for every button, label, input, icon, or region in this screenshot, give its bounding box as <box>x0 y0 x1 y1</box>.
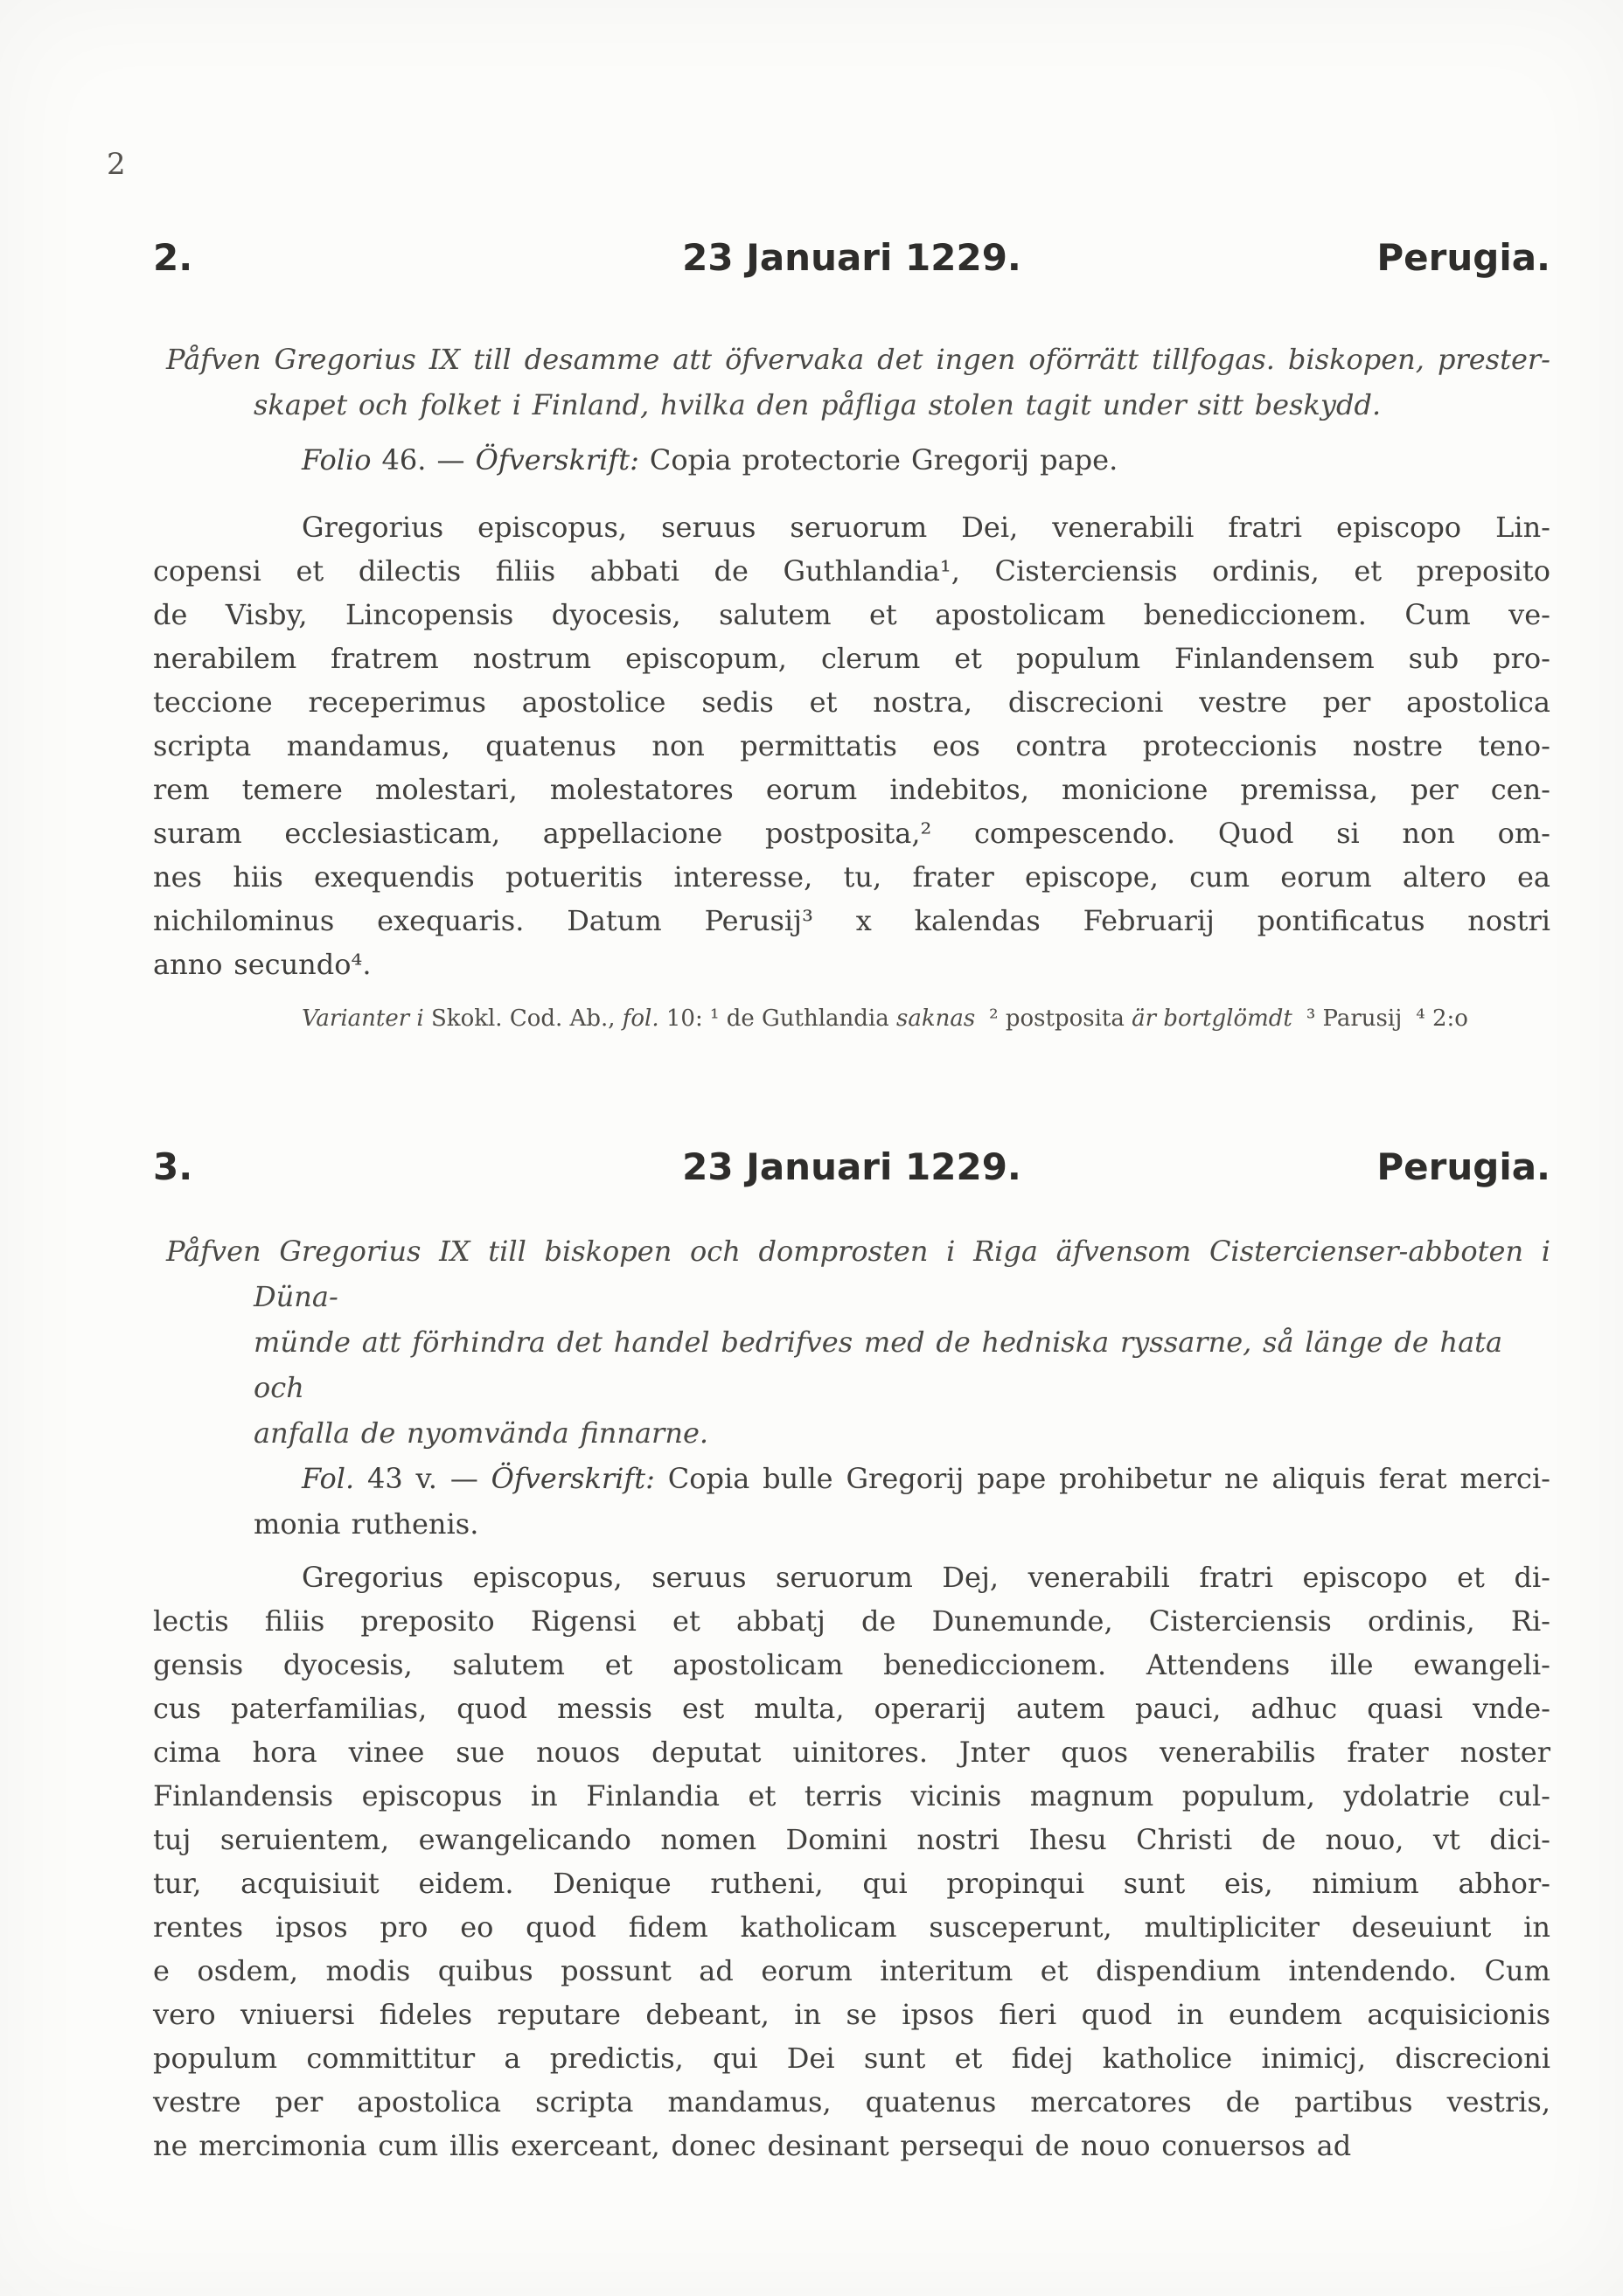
text-line: populum committitur a predictis, qui Dei sunt et fidej katholice inimicj, discrecioni <box>153 2042 1550 2075</box>
text-line: rentes ipsos pro eo quod fidem katholicam susceperunt, multipliciter deseuiunt in <box>153 1910 1550 1944</box>
folio-heading: Öfverskrift: <box>491 1462 655 1495</box>
footnote-lead: Varianter i <box>302 1005 424 1032</box>
text-line: vero vniuersi fideles reputare debeant, in se ipsos fieri quod in eundem acquisicionis <box>153 1998 1550 2031</box>
folio-reference <box>254 1456 1550 1547</box>
text-line: scripta mandamus, quatenus non permittatis eos contra proteccionis nostre teno- <box>153 729 1550 762</box>
text-line: nerabilem fratrem nostrum episcopum, clerum et populum Finlandensem sub pro- <box>153 642 1550 675</box>
entry-number: 2. <box>153 236 193 279</box>
text-line: cus paterfamilias, quod messis est multa, operarij autem pauci, adhuc quasi vnde- <box>153 1692 1550 1725</box>
text-line: tur, acquisiuit eidem. Denique rutheni, qui propinqui sunt eis, nimium abhor- <box>153 1867 1550 1900</box>
text-line: Påfven Gregorius IX till biskopen och domprosten i Riga äfvensom Cistercienser-abboten i Düna- <box>166 1235 1550 1313</box>
entry-3 <box>153 1145 1550 2167</box>
text-line: copensi et dilectis filiis abbati de Guthlandia¹, Cisterciensis ordinis, et preposito <box>153 554 1550 588</box>
text-line: skapet och folket i Finland, hvilka den påfliga stolen tagit under sitt beskydd. <box>254 388 1382 421</box>
text-line: nichilominus exequaris. Datum Perusij³ x kalendas Februarij pontificatus nostri <box>153 904 1550 937</box>
entry-date: 23 Januari 1229. <box>682 236 1021 279</box>
text-line: de Visby, Lincopensis dyocesis, salutem et apostolicam benediccionem. Cum ve- <box>153 598 1550 631</box>
entry-2 <box>153 236 1550 1033</box>
text-line: cima hora vinee sue nouos deputat uinitores. Jnter quos venerabilis frater noster <box>153 1736 1550 1769</box>
text-line: anfalla de nyomvända finnarne. <box>254 1416 709 1450</box>
folio-label: Folio <box>302 443 372 477</box>
text-line: gensis dyocesis, salutem et apostolicam benediccionem. Attendens ille ewangeli- <box>153 1648 1550 1681</box>
footnote-variant-2: ² postposita <box>989 1005 1132 1032</box>
text-line: ne mercimonia cum illis exerceant, donec desinant persequi de nouo conuersos ad <box>153 2129 1352 2162</box>
text-line: münde att förhindra det handel bedrifves med de hedniska ryssarne, så länge de hata och <box>254 1325 1503 1404</box>
entry-2-header <box>153 236 1550 280</box>
folio-text: Copia protectorie Gregorij pape. <box>638 443 1118 477</box>
folio-label: Fol. <box>302 1462 355 1495</box>
text-line: teccione receperimus apostolice sedis et nostra, discrecioni vestre per apostolica <box>153 685 1550 719</box>
footnote-source: Skokl. Cod. Ab., <box>423 1005 623 1032</box>
text-line: vestre per apostolica scripta mandamus, quatenus mercatores de partibus vestris, <box>153 2085 1550 2119</box>
variants-footnote <box>302 1004 1550 1033</box>
text-line: Finlandensis episcopus in Finlandia et terris vicinis magnum populum, ydolatrie cul- <box>153 1779 1550 1812</box>
folio-text: Copia bulle Gregorij pape prohibetur ne aliquis ferat merci- <box>654 1462 1550 1495</box>
text-line: Påfven Gregorius IX till desamme att öfvervaka det ingen oförrätt tillfogas. biskopen, prester- <box>166 343 1550 376</box>
footnote-fol: fol. <box>622 1005 659 1032</box>
text-line: Gregorius episcopus, seruus seruorum Dej, venerabili fratri episcopo et di- <box>302 1561 1550 1594</box>
footnote-variant-2-note: är bortglömdt <box>1132 1005 1292 1032</box>
text-line: Gregorius episcopus, seruus seruorum Dei, venerabili fratri episcopo Lin- <box>302 511 1550 544</box>
footnote-variant-4: ⁴ 2:o <box>1416 1005 1468 1032</box>
text-line: e osdem, modis quibus possunt ad eorum interitum et dispendium intendendo. Cum <box>153 1954 1550 1987</box>
page-number: 2 <box>107 147 126 182</box>
text-line: tuj seruientem, ewangelicando nomen Domini nostri Ihesu Christi de nouo, vt dici- <box>153 1823 1550 1856</box>
text-line: nes hiis exequendis potueritis interesse, tu, frater episcope, cum eorum altero ea <box>153 860 1550 894</box>
folio-ref: 43 v. — <box>354 1462 491 1495</box>
folio-reference <box>254 437 1550 483</box>
entry-number: 3. <box>153 1145 193 1188</box>
entry-place: Perugia. <box>1376 1145 1551 1188</box>
latin-letter-text <box>153 505 1550 986</box>
folio-ref: 46. — <box>371 443 476 477</box>
text-line: lectis filiis preposito Rigensi et abbatj de Dunemunde, Cisterciensis ordinis, Ri- <box>153 1604 1550 1638</box>
folio-line <box>254 1456 1550 1501</box>
folio-line-continuation: monia ruthenis. <box>254 1507 479 1541</box>
latin-letter-text <box>153 1555 1550 2167</box>
text-line: anno secundo⁴. <box>153 948 372 981</box>
regest-summary <box>166 1228 1550 1456</box>
text-line: rem temere molestari, molestatores eorum indebitos, monicione premissa, per cen- <box>153 773 1550 806</box>
footnote-ref: 10: <box>658 1005 710 1032</box>
footnote-variant-1-note: saknas <box>895 1005 976 1032</box>
regest-summary <box>166 337 1550 428</box>
footnote-variant-1: ¹ de Guthlandia <box>710 1005 896 1032</box>
page-content <box>153 0 1550 2167</box>
entry-date: 23 Januari 1229. <box>682 1145 1021 1188</box>
entry-place: Perugia. <box>1376 236 1551 279</box>
footnote-variant-3: ³ Parusij <box>1306 1005 1403 1032</box>
text-line: suram ecclesiasticam, appellacione postposita,² compescendo. Quod si non om- <box>153 817 1550 850</box>
folio-heading: Öfverskrift: <box>475 443 639 477</box>
folio-line <box>254 437 1550 483</box>
entry-3-header <box>153 1145 1550 1189</box>
